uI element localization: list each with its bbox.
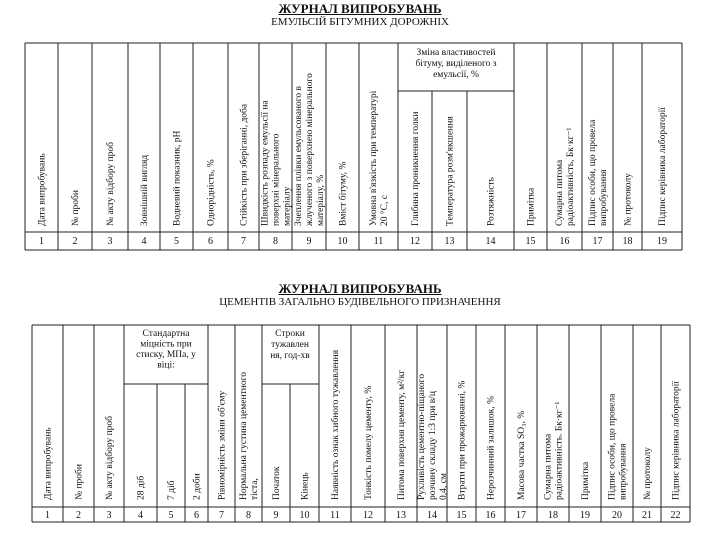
journal1-column-header: Стійкість при зберіганні, доба <box>239 103 250 226</box>
journal2-column-number: 8 <box>246 510 251 521</box>
journal2-column-header: № протоколу <box>643 447 653 500</box>
journal1-column-header: Водневий показник, pH <box>172 130 183 226</box>
journal1-column-number: 16 <box>559 236 570 247</box>
journal2-column-number: 4 <box>138 510 143 521</box>
journal2-column-number: 1 <box>45 510 50 521</box>
journal2-column-header: Питома поверхня цементу, м²/кг <box>397 369 407 500</box>
journal1-column-header: Швидкість розпаду емульсії на <box>260 100 271 226</box>
journal2-column-number: 22 <box>670 510 681 521</box>
journal1-column-header: Однорідність, % <box>206 159 217 226</box>
journal1-column-number: 5 <box>174 236 179 247</box>
journal1-column-header: 20 °С, с <box>380 195 390 226</box>
journal2-column-header: Підпис керівника лабораторії <box>671 381 682 500</box>
journal2-group-strength: міцність при <box>140 339 192 350</box>
journal1-column-header: № протоколу <box>623 173 634 226</box>
journal2-column-number: 12 <box>363 510 373 521</box>
journal2-column-number: 20 <box>612 510 622 521</box>
journal1-column-number: 3 <box>107 236 113 247</box>
journal1-column-number: 10 <box>337 236 348 247</box>
journal1-column-header: Вміст бітуму, % <box>338 161 349 226</box>
journal2-column-number: 14 <box>427 510 437 521</box>
journal2-column-header: Рухливість цементно-піщаного <box>417 373 427 500</box>
journal1-column-header: Сумарна питома <box>555 159 565 226</box>
journal1-column-header: поверхні мінерального <box>271 133 282 226</box>
journal1-column-header: Розтяжність <box>486 177 497 226</box>
journal2-table <box>32 325 690 522</box>
journal1-column-header: Зовнішній вигляд <box>140 154 150 226</box>
journal1-column-header: матеріалу, % <box>316 174 326 226</box>
journal1-column-number: 17 <box>592 236 603 247</box>
journal2-column-header: Масова частка SO₃, % <box>517 410 527 500</box>
journal2-group-setting: ня, год-хв <box>270 351 310 361</box>
journal1-column-header: жлученого з поверхнею мінерального <box>305 73 315 226</box>
journal2-column-number: 11 <box>330 510 340 521</box>
journal2-column-number: 10 <box>299 510 310 521</box>
journal1-column-number: 14 <box>485 236 496 247</box>
journal2-column-header: Нерозчинний залишок, % <box>486 396 497 500</box>
journal2-column-header: Сумарна питома <box>543 433 554 500</box>
journal2-column-header: № акту відбору проб <box>105 415 115 500</box>
journal1-subtitle: ЕМУЛЬСІЙ БІТУМНИХ ДОРОЖНІХ <box>271 16 449 28</box>
journal2-group-setting: тужавлен <box>271 340 309 350</box>
journal1-column-number: 18 <box>622 236 633 247</box>
journal2-column-header: Примітка <box>581 461 591 500</box>
journal2-column-header: радіоактивність. Бк·кг⁻¹ <box>554 401 565 500</box>
journal2-column-header: Дата випробувань <box>43 427 54 500</box>
journal2-column-header: Рівномірність зміни об'єму <box>217 390 228 500</box>
journal1-column-header: Примітка <box>526 187 537 226</box>
journal2-column-number: 6 <box>194 510 199 521</box>
journal2-column-header: Підпис особи, що провела <box>607 393 618 500</box>
journal2-column-number: 3 <box>106 510 112 521</box>
journal2-column-header: тіста, <box>250 478 260 500</box>
journal1-column-number: 13 <box>444 236 455 247</box>
journal2-column-header: 0,4, см <box>439 473 449 500</box>
journal1-column-header: № проби <box>71 190 81 226</box>
journal1-column-number: 12 <box>410 236 420 247</box>
journal2-column-header: Початок <box>272 466 282 500</box>
journal2-column-number: 18 <box>548 510 558 521</box>
journal1-column-header: випробування <box>599 169 609 226</box>
journal1-column-number: 4 <box>141 236 147 247</box>
journal2-column-number: 2 <box>76 510 81 521</box>
journal1-column-number: 19 <box>657 236 667 247</box>
journal1-column-number: 15 <box>525 236 536 247</box>
journal1-column-header: Дата випробувань <box>37 153 48 226</box>
journal1-column-number: 6 <box>208 236 213 247</box>
journal2-column-header: розчину складу 1:3 при в/ц <box>428 391 438 500</box>
journal2-column-header: випробування <box>618 443 629 500</box>
journal1-column-number: 7 <box>241 236 246 247</box>
journal1-title: ЖУРНАЛ ВИПРОБУВАНЬ <box>278 1 442 16</box>
journal1-column-header: матеріалу <box>282 186 293 226</box>
journal2-column-number: 13 <box>396 510 406 521</box>
journal2-column-number: 15 <box>456 510 467 521</box>
journal2-column-header: 2 доби <box>192 473 203 500</box>
journal2-column-number: 19 <box>580 510 590 521</box>
journal2-column-number: 9 <box>273 510 279 521</box>
journal2-column-number: 7 <box>219 510 224 521</box>
journal2-column-number: 21 <box>642 510 652 521</box>
journal2-column-number: 16 <box>485 510 496 521</box>
journal2-column-header: Втрати при прожарюванні, % <box>457 380 468 500</box>
journal1-column-number: 11 <box>373 236 384 247</box>
journal2-column-header: Кінець <box>300 472 311 500</box>
journal2-group-strength: Стандартна <box>142 329 190 339</box>
journal2-group-strength: віці: <box>157 360 175 371</box>
journal1-column-header: Підпис керівника лабораторії <box>658 107 668 226</box>
journal2-subtitle: ЦЕМЕНТІВ ЗАГАЛЬНО БУДІВЕЛЬНОГО ПРИЗНАЧЕННЯ <box>219 296 501 308</box>
journal1-group-header: бітуму, виділеного з <box>415 59 497 69</box>
journal2-column-number: 17 <box>516 510 526 521</box>
journal1-column-number: 2 <box>72 236 78 247</box>
journal1-group-header: Зміна властивостей <box>416 48 496 58</box>
journal1-column-header: Температура розм'якшення <box>445 116 456 226</box>
journal1-column-header: Умовна в'язкість при температурі <box>369 90 379 226</box>
journal1-column-header: № акту відбору проб <box>106 141 116 226</box>
journal1-column-header: Зчеплення плівки емульсованого в <box>294 85 304 226</box>
journal1-column-number: 1 <box>39 236 44 247</box>
journal1-table <box>25 43 682 250</box>
journal2-group-strength: стиску, МПа, у <box>136 350 196 360</box>
journal2-column-header: Тонкість помелу цементу, % <box>364 385 374 500</box>
journal2-column-header: Наявність ознак хибного тужавлення <box>331 349 341 500</box>
journal2-group-setting: Строки <box>275 329 305 339</box>
journal1-column-header: радіоактивність, Бк·кг⁻¹ <box>566 127 576 226</box>
journal1-column-number: 8 <box>273 236 278 247</box>
journal1-group-header: емульсії, % <box>433 70 479 80</box>
journal2-column-header: 7 діб <box>167 480 177 500</box>
journal1-column-number: 9 <box>306 236 312 247</box>
journal2-column-header: Нормальна густина цементного <box>239 372 249 500</box>
journal2-title: ЖУРНАЛ ВИПРОБУВАНЬ <box>278 281 442 296</box>
journal1-column-header: Підпис особи, що провела <box>588 119 598 226</box>
journal2-column-header: № проби <box>74 464 85 500</box>
journal2-column-header: 28 діб <box>136 475 147 500</box>
journal2-column-number: 5 <box>168 510 174 521</box>
journal1-column-header: Глибина проникнення голки <box>411 111 421 226</box>
